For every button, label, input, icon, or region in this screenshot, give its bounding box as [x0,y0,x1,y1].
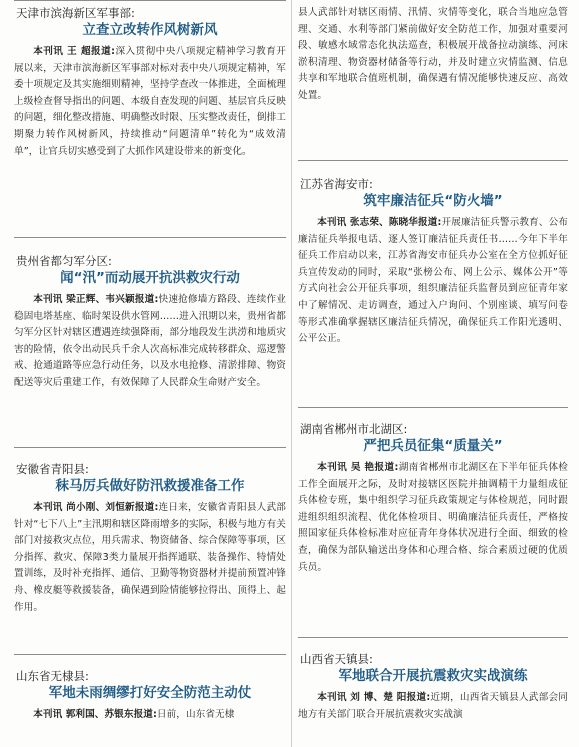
item-byline: 本刊讯 王 超报道: [33,46,116,57]
item-text: 县人武部针对辖区雨情、汛情、灾情等变化，联合当地应急管理、交通、水利等部门紧前做好安全防范工作，加强对重要河段、敏感水域常态化执法巡查，积极展开战备拉动演练、河床淤积清理、物资器材储备等行动，并及时建立灾情监测、信息共享和军地联合值班机制，确保遇有情况能够快速反应、高效处置。 [298,7,568,101]
section-rule [14,0,286,1]
item-byline: 本刊讯 梁正辉、韦兴颖报道: [33,294,159,305]
section-rule [14,237,286,238]
item-body [298,215,568,348]
item-body [298,690,568,723]
item-text: 快速抢修墙方路段、连续作业稳固电塔基座、临时架设供水管网……进入汛期以来，贵州省都匀军分区针对辖区遭遇连续强降雨，部分地段发生洪涝和地质灾害的险情，依令出动民兵千余人次高标准完成转移群众、巡逻警戒、抢通道路等应急行动任务，以及水电抢修、清淤排障、物资配送等灾后重建工作，有效保障了人民群众生命财产安全。 [14,294,286,388]
item-byline: 本刊讯 刘 博、楚 阳报道: [317,692,431,703]
item-location: 贵州省都匀军分区: [16,254,112,268]
item-text: 近期，山西省天镇县人武部会同地方有关部门联合开展抗震救灾实战演 [298,692,568,720]
item-location: 江苏省海安市: [300,177,373,191]
item-headline: 军地未雨绸缪打好安全防范主动仗 [48,685,252,701]
item-headline: 军地联合开展抗震救灾实战演练 [338,668,528,684]
item-body [298,5,568,105]
section-rule [298,160,568,161]
section-rule [14,447,286,448]
item-headline: 筑牢廉洁征兵“防火墙” [363,193,503,209]
item-body [14,707,286,724]
item-byline: 本刊讯 尚小刚、刘恒新报道: [33,502,159,513]
item-location: 湖南省郴州市北湖区: [300,422,408,436]
item-text: 连日来，安徽省青阳县人武部针对“七下八上”主汛期和辖区降雨增多的实际，积极与地方有关部门对接救灾点位，用兵需求、物资储备、综合保障等事项，区分指挥、救灾、保障3类力量展开指挥通联、装备操作、特情处置训练，及时补充指挥、通信、卫勤等物资器材并提前预置冲锋舟、橡皮艇等救援装备，确保遇到险情能够拉得出、顶得上、起作用。 [14,502,286,613]
item-text: 深入贯彻中央八项规定精神学习教育开展以来，天津市滨海新区军事部对标对表中央八项规定精神，军委十项规定及其实施细则精神，坚持学查改一体推进，全面梳理上级检查督导指出的问题、本级自查发现的问题、基层官兵反映的问题，细化整改措施、明确整改时限、压实整改责任，倒排工期聚力转作风树新风，持续推动“问题清单”转化为“成效清单”，让官兵切实感受到了大抓作风建设带来的新变化。 [14,46,286,157]
section-rule [14,654,286,655]
item-body [14,292,286,392]
column-divider [291,0,292,747]
item-body [14,44,286,160]
item-text: 开展廉洁征兵警示教育、公布廉洁征兵举报电话、逐人签订廉洁征兵责任书……今年下半年征兵工作启动以来，江苏省海安市征兵办公室在全方位抓好征兵宣传发动的同时，采取“张榜公布、网上公示、媒体公开”等方式向社会公开征兵事项，组织廉洁征兵监督员到应征青年家中了解情况、走访调查，通过入户询问、个别座谈、填写问卷等形式准确掌握辖区廉洁征兵情况，确保征兵工作阳光透明、公平公正。 [298,217,568,345]
item-location: 山西省天镇县: [300,652,373,666]
section-rule [298,637,568,638]
item-text: 日前，山东省无棣 [156,709,235,720]
item-byline: 本刊讯 张志荣、陈晓华报道: [317,217,442,228]
item-byline: 本刊讯 吴 艳报道: [317,462,399,473]
item-headline: 立查立改转作风树新风 [82,22,218,38]
item-headline: 闻“汛”而动展开抗洪救灾行动 [60,270,240,286]
item-headline: 严把兵员征集“质量关” [363,438,503,454]
section-rule [298,407,568,408]
item-location: 山东省无棣县: [16,669,89,683]
item-headline: 秣马厉兵做好防汛救援准备工作 [55,478,245,494]
item-body [298,460,568,576]
item-location: 天津市滨海新区军事部: [16,6,135,20]
item-body [14,500,286,616]
item-location: 安徽省青阳县: [16,462,89,476]
item-text: 湖南省郴州市北湖区在下半年征兵体检工作全面展开之际，及时对接辖区医院并抽调精干力量组成征兵体检专班，集中组织学习征兵政策规定与体检规范，同时跟进组织组织流程、优化体检项目、明确廉洁征兵责任，严格按照国家征兵体检标准对应征青年身体状况进行全面、细致的检查，确保为部队输送出身体和心理合格、综合素质过硬的优质兵员。 [298,462,568,573]
item-byline: 本刊讯 郭利国、苏银东报道: [33,709,157,720]
